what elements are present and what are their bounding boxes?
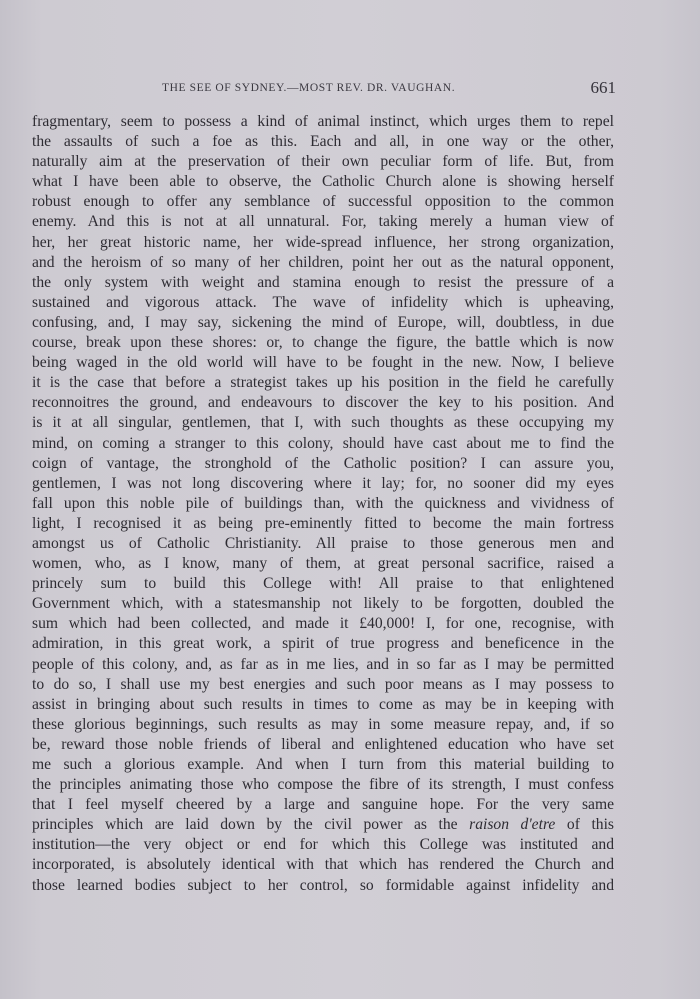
text-line: fall upon this noble pile of buildings than, with the quickness and vividness of [32,494,614,512]
text-line: fragmentary, seem to possess a kind of animal instinct, which urges them to repel [32,113,614,130]
text-line: sustained and vigorous attack. The wave of infidelity which is upheaving, [32,293,614,311]
text-line: sum which had been collected, and made it £40,000! I, for one, recognise, with [32,615,614,633]
text-line: her, her great historic name, her wide-spread influence, her strong organization, [32,233,614,251]
text-line: and the heroism of so many of her children, point her out as the natural opponent, [32,253,614,271]
text-line: light, I recognised it as being pre-eminently fitted to become the main fortress [32,514,614,532]
text-line: those learned bodies subject to her control, so formidable against infidelity and [32,876,614,894]
page-header [162,78,616,100]
text-line: people of this colony, and, as far as in me lies, and in so far as I may be permitted [32,655,614,673]
italic-phrase: raison d'etre [469,816,556,834]
text-line: the principles animating those who compose the fibre of its strength, I must confess [32,776,614,794]
text-line: robust enough to offer any semblance of successful opposition to the common [32,193,614,211]
text-line: reconnoitres the ground, and endeavours to discover the key to his position. And [32,394,614,412]
text-line-lead: principles which are laid down by the civil power as the [32,816,470,834]
text-line: gentlemen, I was not long discovering where it lay; for, no sooner did my eyes [32,474,614,492]
body-text [32,112,614,896]
text-line: enemy. And this is not at all unnatural. For, taking merely a human view of [32,213,614,231]
text-line: assist in bringing about such results in times to come as may be in keeping with [32,695,614,713]
text-line: confusing, and, I may say, sickening the mind of Europe, will, doubtless, in due [32,313,614,331]
text-line: being waged in the old world will have to be fought in the new. Now, I believe [32,354,614,372]
text-line-tail: of this [555,816,614,834]
page-number: 661 [590,78,616,97]
running-title: THE SEE OF SYDNEY.—MOST REV. DR. VAUGHAN. [162,82,456,94]
text-line: naturally aim at the preservation of their own peculiar form of life. But, from [32,153,614,171]
text-line: that I feel myself cheered by a large and sanguine hope. For the very same [32,796,614,814]
text-line: what I have been able to observe, the Catholic Church alone is showing herself [32,173,614,191]
text-line [32,815,614,835]
text-line: be, reward those noble friends of liberal and enlightened education who have set [32,735,614,753]
text-line: princely sum to build this College with! All praise to that enlightened [32,575,614,593]
text-line: is it at all singular, gentlemen, that I, with such thoughts as these occupying my [32,414,614,432]
text-line: coign of vantage, the stronghold of the Catholic position? I can assure you, [32,454,614,472]
text-line: Government which, with a statesmanship not likely to be forgotten, doubled the [32,595,614,613]
text-line: me such a glorious example. And when I turn from this material building to [32,756,614,773]
text-line: course, break upon these shores: or, to change the figure, the battle which is now [32,334,614,352]
text-line: to do so, I shall use my best energies and such poor means as I may possess to [32,675,614,693]
text-line: it is the case that before a strategist takes up his position in the field he carefully [32,374,614,392]
text-line: women, who, as I know, many of them, at great personal sacrifice, raised a [32,555,614,573]
text-line: amongst us of Catholic Christianity. All praise to those generous men and [32,534,614,552]
text-line: institution—the very object or end for which this College was instituted and [32,836,614,854]
text-line: mind, on coming a stranger to this colony, should have cast about me to find the [32,434,614,452]
text-line: incorporated, is absolutely identical with that which has rendered the Church and [32,856,614,874]
text-line: these glorious beginnings, such results as may in some measure repay, and, if so [32,715,614,733]
text-line: the only system with weight and stamina enough to resist the pressure of a [32,273,614,291]
text-line: admiration, in this great work, a spirit of true progress and beneficence in the [32,635,614,653]
text-line: the assaults of such a foe as this. Each and all, in one way or the other, [32,133,614,151]
